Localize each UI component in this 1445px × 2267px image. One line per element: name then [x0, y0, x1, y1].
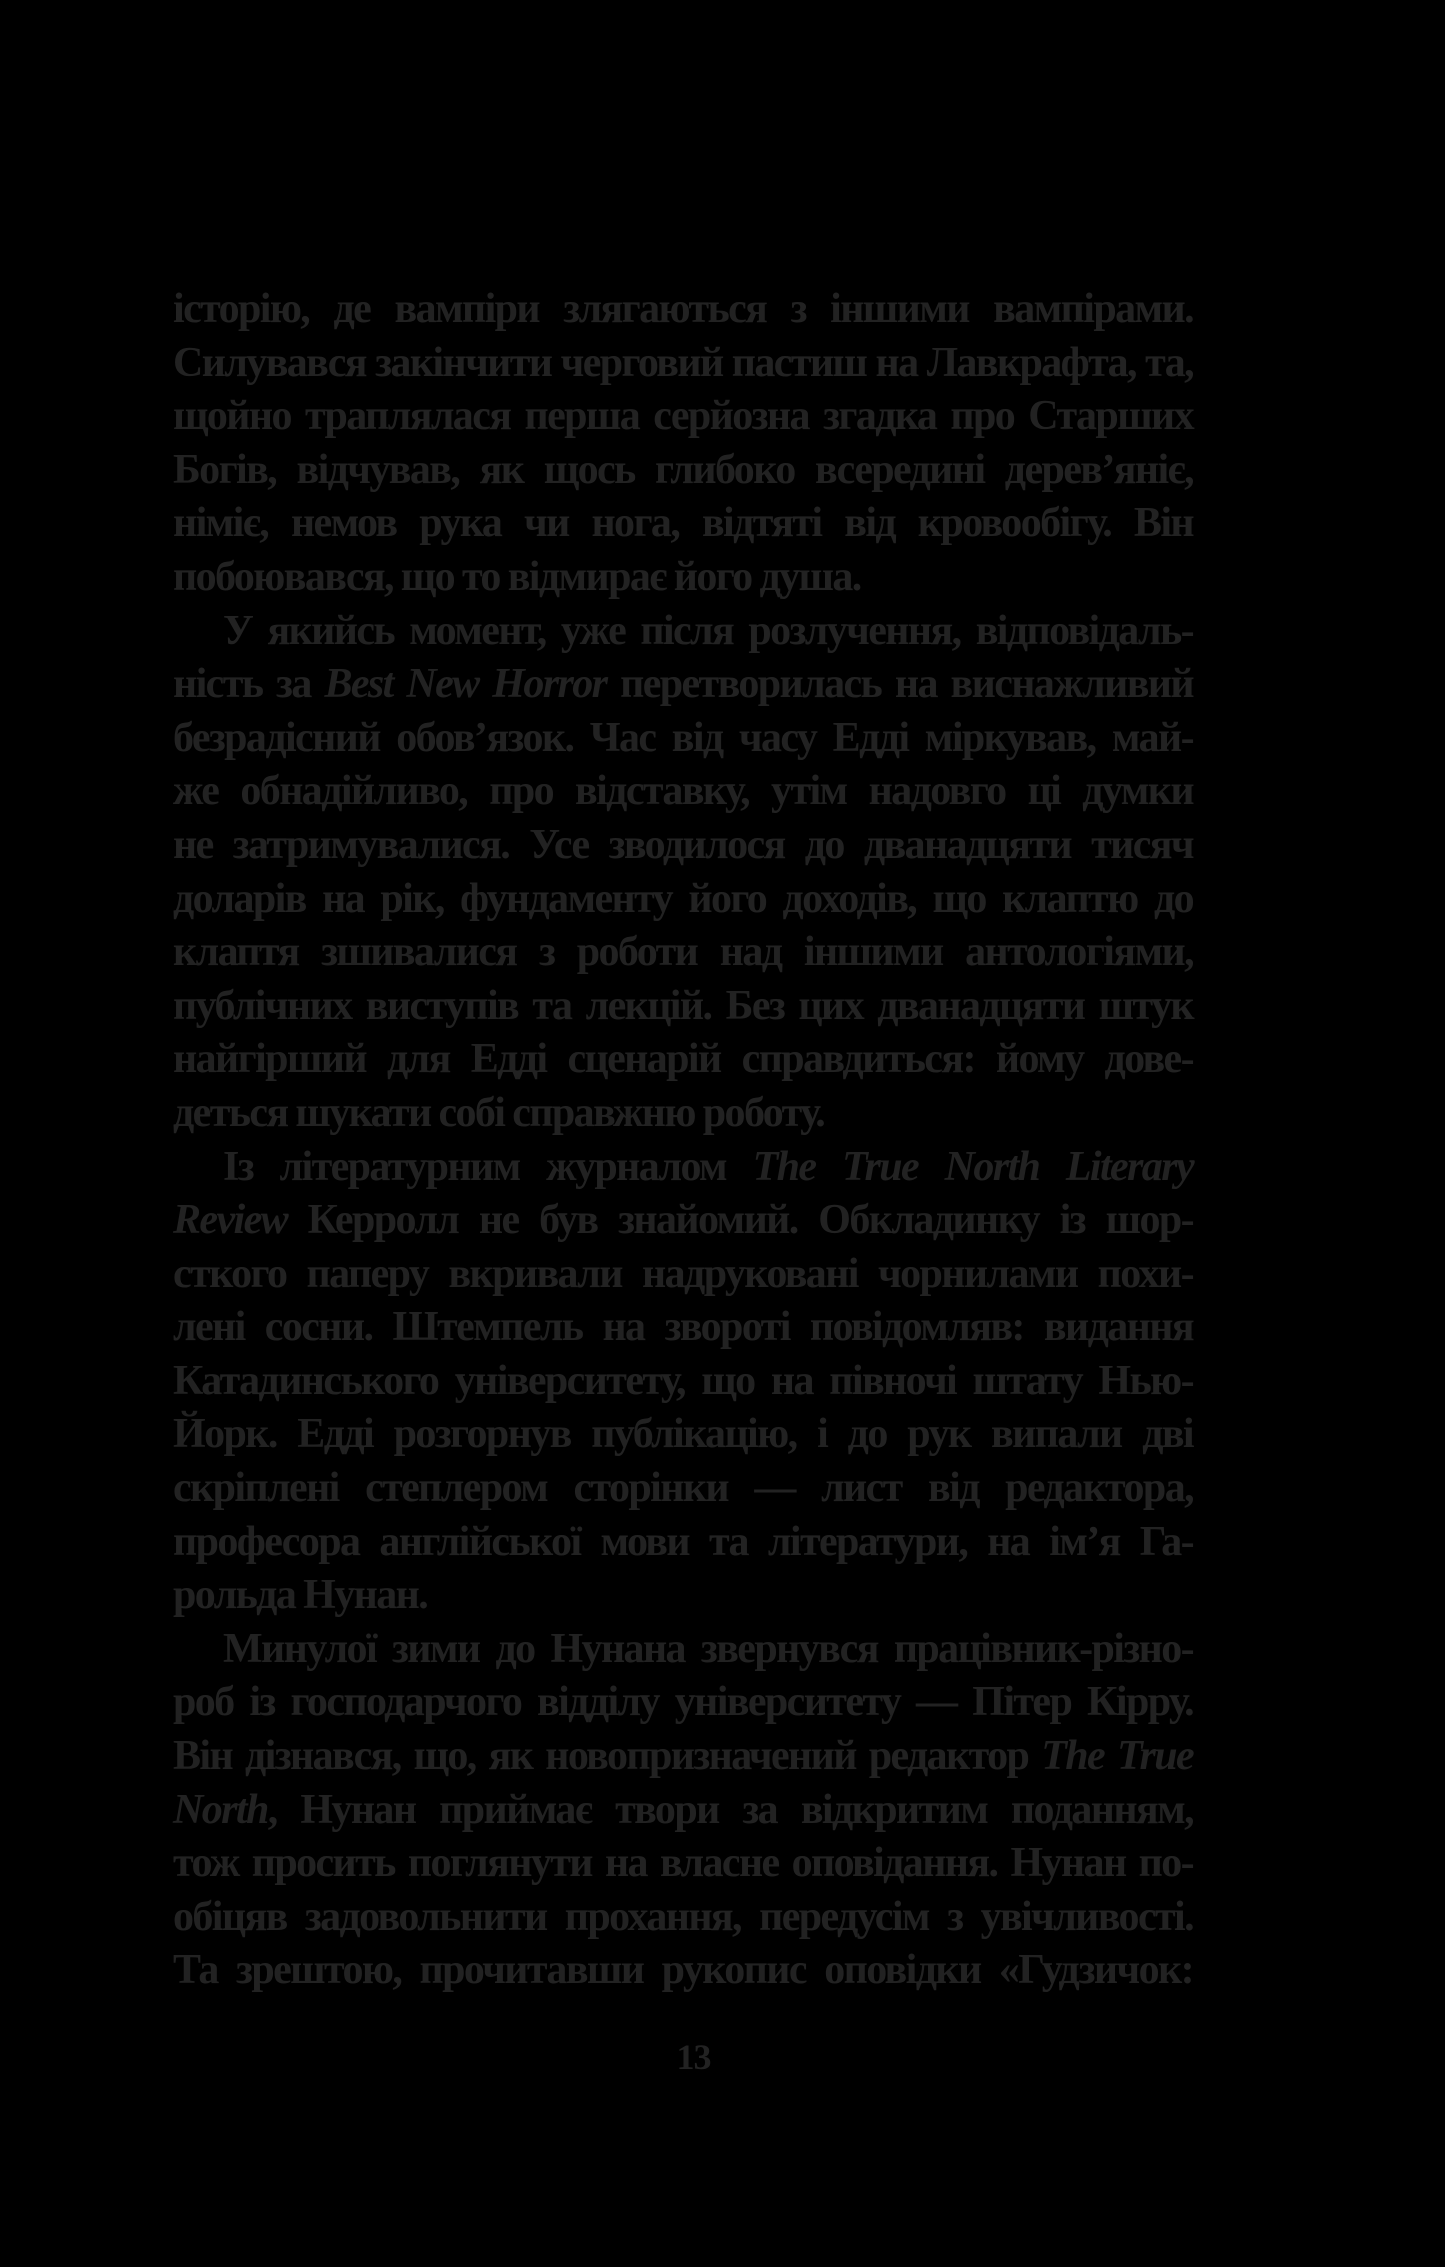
text-line: North, Нунан приймає твори за відкритим поданням,	[173, 1786, 1193, 1833]
text-line: професора англійської мови та літератури, на ім’я Га-	[173, 1518, 1193, 1565]
page-number: 13	[676, 2037, 711, 2077]
text-line: Катадинського університету, що на півночі штату Нью-	[173, 1357, 1193, 1404]
text-line: клаптя зшивалися з роботи над іншими антологіями,	[173, 929, 1193, 976]
text-line: обіцяв задовольнити прохання, передусім з увічливості.	[173, 1893, 1193, 1940]
text-line: Богів, відчував, як щось глибоко всередині дерев’яніє,	[173, 446, 1193, 493]
text-line: Силувався закінчити черговий пастиш на Лавкрафта, та,	[173, 339, 1193, 386]
text-line: німіє, немов рука чи нога, відтяті від кровообігу. Він	[173, 500, 1193, 547]
text-line: У якийсь момент, уже після розлучення, відповідаль-	[223, 607, 1193, 654]
text-line: не затримувалися. Усе зводилося до дванадцяти тисяч	[173, 821, 1193, 868]
italic-title: Best New Horror	[324, 661, 607, 708]
text-line: публічних виступів та лекцій. Без цих дванадцяти штук	[173, 982, 1193, 1029]
text-line: Йорк. Едді розгорнув публікацію, і до рук випали дві	[173, 1411, 1193, 1458]
text-line: рольда Нунан.	[173, 1572, 428, 1619]
text-line: лені сосни. Штемпель на звороті повідомляв: видання	[173, 1304, 1193, 1351]
text-line: побоювався, що то відмирає його душа.	[173, 553, 861, 600]
text-line: скріплені степлером сторінки — лист від редактора,	[173, 1465, 1193, 1512]
text-line: щойно траплялася перша серйозна згадка про Старших	[173, 393, 1193, 440]
text-line: же обнадійливо, про відставку, утім надовго ці думки	[173, 768, 1193, 815]
italic-title: Review	[173, 1197, 288, 1244]
italic-title: North	[173, 1786, 268, 1833]
text-line: Та зрештою, прочитавши рукопис оповідки «Гудзичок:	[173, 1947, 1193, 1994]
italic-title: The True	[1041, 1733, 1194, 1780]
text-line: безрадісний обов’язок. Час від часу Едді міркував, май-	[173, 714, 1193, 761]
text-line: деться шукати собі справжню роботу.	[173, 1089, 825, 1136]
text-line: ність за Best New Horror перетворилась на виснажливий	[173, 661, 1193, 708]
text-line: сткого паперу вкривали надруковані чорнилами похи-	[173, 1250, 1193, 1297]
text-line: історію, де вампіри злягаються з іншими вампірами.	[173, 286, 1193, 332]
italic-title: The True North Literary	[752, 1143, 1193, 1190]
text-line: Минулої зими до Нунана звернувся працівник-різно-	[223, 1625, 1193, 1672]
body-text	[173, 283, 1193, 1998]
text-line: тож просить поглянути на власне оповідання. Нунан по-	[173, 1840, 1193, 1887]
text-line: роб із господарчого відділу університету — Пітер Кірру.	[173, 1679, 1193, 1726]
text-line: найгірший для Едді сценарій справдиться: йому дове-	[173, 1036, 1193, 1083]
text-line: Він дізнався, що, як новопризначений редактор The True	[173, 1733, 1194, 1780]
text-line: доларів на рік, фундаменту його доходів, що клаптю до	[173, 875, 1193, 922]
text-line: Review Керролл не був знайомий. Обкладинку із шор-	[173, 1197, 1193, 1244]
text-line: Із літературним журналом The True North Literary	[223, 1143, 1193, 1190]
